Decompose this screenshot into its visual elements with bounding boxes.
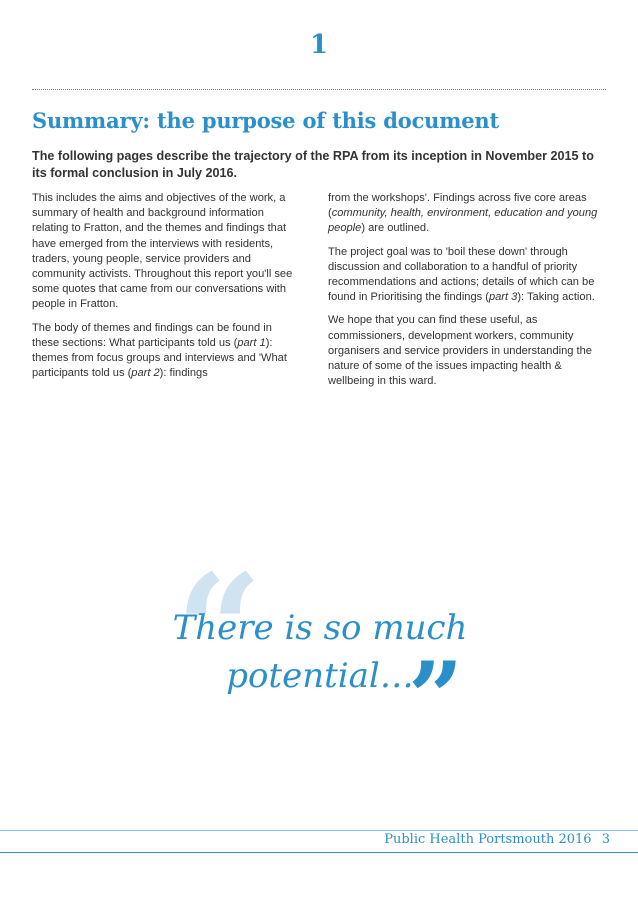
page-title: Summary: the purpose of this document — [32, 108, 499, 133]
page-number: 3 — [601, 832, 610, 847]
pull-quote-line-1: There is so much — [172, 608, 468, 648]
right-paragraph-3: We hope that you can find these useful, as commissioners, development workers, community organisers and service providers in understanding the nature of some of the issues impacting health & wellbeing in this ward. — [328, 314, 592, 388]
text-span: ): Taking action. — [517, 291, 595, 304]
right-paragraph-2 — [328, 245, 608, 306]
text-span: ): findings — [159, 367, 208, 380]
title-divider — [32, 89, 606, 90]
footer-rule — [0, 830, 638, 831]
text-span: from the workshops'. Findings across five core areas ( — [328, 192, 587, 220]
pull-quote-line-2: potential… — [226, 656, 414, 696]
text-span: ): themes from focus groups and interviews and 'What participants told us ( — [32, 336, 287, 380]
footer-publisher: Public Health Portsmouth 2016 — [384, 832, 592, 847]
left-paragraph-1: This includes the aims and objectives of the work, a summary of health and background information relating to Fratton, and the themes and findings that have emerged from the interviews with residents, traders, young people, service providers and community activists. Throughout this report you'll see some quotes that came from our conversations with people in Fratton. — [32, 192, 293, 311]
close-quote-mark-icon: ” — [408, 641, 464, 754]
part-1-reference: part 1 — [237, 336, 266, 349]
text-span: The body of themes and findings can be found in these sections: What participants told us ( — [32, 321, 272, 349]
left-paragraph-2 — [32, 321, 298, 382]
text-span: The project goal was to 'boil these down' through discussion and collaboration to a handful of priority recommendations and actions; details of which can be found in Prioritising the findings ( — [328, 245, 595, 304]
right-column — [328, 191, 608, 397]
left-column — [32, 191, 298, 389]
open-quote-mark-icon: “ — [176, 542, 263, 718]
footer — [384, 832, 610, 847]
part-2-reference: part 2 — [131, 367, 160, 380]
intro-paragraph: The following pages describe the trajectory of the RPA from its inception in November 2015 to its formal conclusion in July 2016. — [32, 149, 594, 180]
text-span: ) are outlined. — [361, 222, 430, 235]
right-paragraph-1 — [328, 191, 608, 237]
core-areas-list: community, health, environment, education and young people — [328, 207, 598, 235]
chapter-number: 1 — [309, 30, 329, 60]
footer-bottom-rule — [0, 852, 638, 853]
part-3-reference: part 3 — [488, 291, 518, 304]
